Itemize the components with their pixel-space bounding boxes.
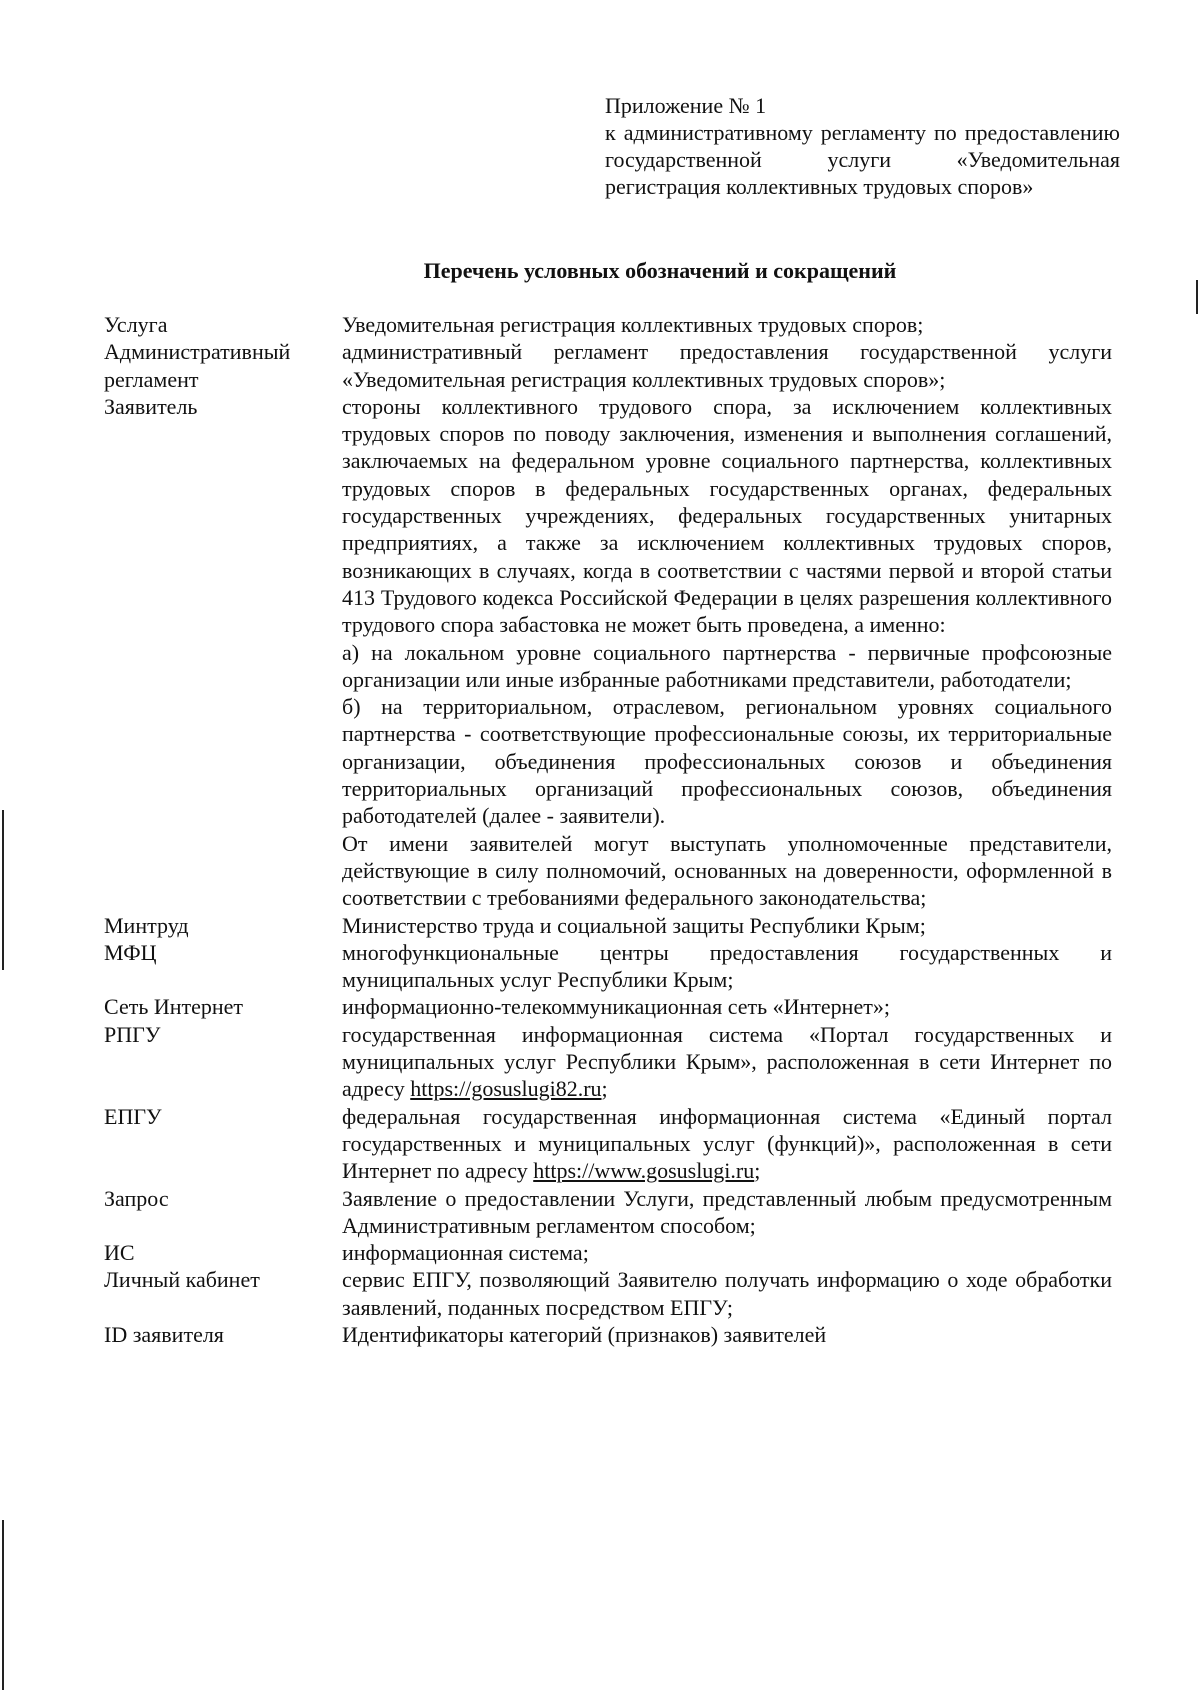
portal-link[interactable]: https://www.gosuslugi.ru: [533, 1158, 755, 1184]
scan-edge-line: [2, 1520, 4, 1690]
abbreviation-row: [104, 338, 1112, 393]
abbreviation-row: [104, 1321, 1112, 1348]
abbreviation-definition: [342, 912, 1112, 939]
abbreviation-definition: [342, 338, 1112, 393]
abbreviation-row: [104, 939, 1112, 994]
definition-text: федеральная государственная информационная система «Единый портал государственных и муниципальных услуг (функций)», расположенная в сети Интернет по адресу: [342, 1103, 1112, 1184]
definition-paragraph: От имени заявителей могут выступать уполномоченные представители, действующие в силу полномочий, основанных на доверенности, оформленной в соответствии с требованиями федерального законодательства;: [342, 830, 1112, 911]
definition-text: ;: [601, 1076, 608, 1102]
abbreviation-row: [104, 993, 1112, 1020]
abbreviation-definition: [342, 311, 1112, 338]
definition-paragraph: Идентификаторы категорий (признаков) заявителей: [342, 1321, 827, 1347]
definition-paragraph: а) на локальном уровне социального партнерства - первичные профсоюзные организации или иные избранные работниками представители, работодатели;: [342, 639, 1112, 692]
definition-text: государственная информационная система «Портал государственных и муниципальных услуг Республики Крым», расположенная в сети Интернет по адресу: [342, 1021, 1112, 1102]
definition-paragraph: информационно-телекоммуникационная сеть «Интернет»;: [342, 994, 890, 1020]
definition-text: ;: [754, 1158, 761, 1184]
abbreviation-row: [104, 1103, 1112, 1185]
abbreviation-definition: [342, 1321, 1112, 1348]
abbreviation-definition: [342, 1266, 1112, 1321]
abbreviation-row: [104, 1021, 1112, 1103]
definition-paragraph: многофункциональные центры предоставления государственных и муниципальных услуг Республики Крым;: [342, 939, 1112, 993]
abbreviation-definition: [342, 993, 1112, 1020]
abbreviation-definition: [342, 393, 1112, 912]
abbreviation-definition: [342, 1239, 1112, 1266]
appendix-number: Приложение № 1: [605, 93, 767, 118]
definition-paragraph: административный регламент предоставления государственной услуги «Уведомительная регистрация коллективных трудовых споров»;: [342, 339, 1112, 392]
abbreviation-definition: [342, 939, 1112, 994]
abbreviation-definition: [342, 1185, 1112, 1240]
abbreviation-term: МФЦ: [104, 939, 157, 965]
abbreviation-term: Минтруд: [104, 912, 189, 938]
definition-paragraph: Заявление о предоставлении Услуги, представленный любым предусмотренным Административным регламентом способом;: [342, 1185, 1112, 1238]
page-title: Перечень условных обозначений и сокращений: [423, 258, 897, 283]
definition-paragraph: Уведомительная регистрация коллективных трудовых споров;: [342, 312, 924, 337]
definition-paragraph: информационная система;: [342, 1240, 589, 1266]
definition-paragraph: Министерство труда и социальной защиты Республики Крым;: [342, 912, 926, 938]
abbreviation-term: Административный регламент: [104, 339, 291, 392]
abbreviation-term: Услуга: [104, 312, 168, 337]
abbreviation-term: Сеть Интернет: [104, 994, 244, 1020]
definition-paragraph: [342, 1103, 1112, 1185]
abbreviation-term: ЕПГУ: [104, 1103, 162, 1129]
abbreviation-term: ID заявителя: [104, 1321, 224, 1347]
scan-edge-line: [2, 810, 4, 970]
abbreviation-definition: [342, 1103, 1112, 1185]
abbreviation-row: [104, 311, 1112, 338]
definition-paragraph: б) на территориальном, отраслевом, региональном уровнях социального партнерства - соответствующие профессиональные союзы, их территориальные организации, объединения профессиональных союзов и объединения территориальных организаций профессиональных союзов, объединения работодателей (далее - заявители).: [342, 694, 1112, 829]
abbreviation-term: ИС: [104, 1240, 135, 1266]
abbreviation-row: [104, 912, 1112, 939]
scan-edge-line: [1196, 280, 1198, 314]
abbreviation-row: [104, 393, 1112, 912]
portal-link[interactable]: https://gosuslugi82.ru: [410, 1076, 602, 1102]
abbreviation-term: Личный кабинет: [104, 1267, 260, 1293]
abbreviation-term: РПГУ: [104, 1021, 161, 1047]
appendix-text: к административному регламенту по предоставлению государственной услуги «Уведомительная регистрация коллективных трудовых споров»: [605, 120, 1120, 199]
abbreviation-term: Запрос: [104, 1185, 169, 1211]
definition-paragraph: [342, 1021, 1112, 1103]
abbreviation-row: [104, 1239, 1112, 1266]
definition-paragraph: сервис ЕПГУ, позволяющий Заявителю получать информацию о ходе обработки заявлений, поданных посредством ЕПГУ;: [342, 1267, 1112, 1320]
abbreviation-term: Заявитель: [104, 393, 198, 419]
appendix-header: [605, 92, 1120, 200]
abbreviation-row: [104, 1266, 1112, 1321]
abbreviation-definition: [342, 1021, 1112, 1103]
definition-paragraph: стороны коллективного трудового спора, за исключением коллективных трудовых споров по поводу заключения, изменения и выполнения соглашений, заключаемых на федеральном уровне социального партнерства, коллективных трудовых споров в федеральных государственных органах, федеральных государственных учреждениях, федеральных государственных унитарных предприятиях, а также за исключением коллективных трудовых споров, возникающих в случаях, когда в соответствии с частями первой и второй статьи 413 Трудового кодекса Российской Федерации в целях разрешения коллективного трудового спора забастовка не может быть проведена, а именно:: [342, 393, 1112, 638]
abbreviation-list: [104, 311, 1112, 1348]
abbreviation-row: [104, 1185, 1112, 1240]
